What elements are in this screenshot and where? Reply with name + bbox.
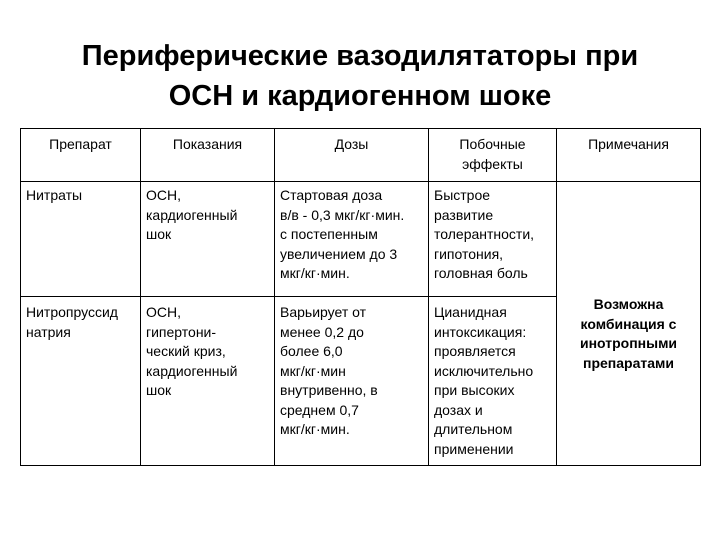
header-side-effects: Побочные эффекты [429, 129, 557, 182]
cell-indications: ОСН, кардиогенный шок [141, 182, 275, 297]
title-line-1: Периферические вазодилятаторы при [81, 40, 639, 72]
header-drug: Препарат [21, 129, 141, 182]
cell-side-effects: Цианидная интоксикация: проявляется исключительно при высоких дозах и длительном применении [429, 297, 557, 466]
cell-indications: ОСН, гипертони- ческий криз, кардиогенный шок [141, 297, 275, 466]
header-notes: Примечания [557, 129, 701, 182]
cell-side-effects: Быстрое развитие толерантности, гипотония, головная боль [429, 182, 557, 297]
slide-title [30, 36, 690, 116]
cell-doses: Варьирует от менее 0,2 до более 6,0 мкг/кг·мин внутривенно, в среднем 0,7 мкг/кг·мин. [275, 297, 429, 466]
title-line-2: ОСН и кардиогенном шоке [168, 80, 552, 112]
cell-doses: Стартовая доза в/в - 0,3 мкг/кг·мин. с постепенным увеличением до 3 мкг/кг·мин. [275, 182, 429, 297]
table-row [21, 182, 701, 297]
cell-drug: Нитропруссид натрия [21, 297, 141, 466]
header-indications: Показания [141, 129, 275, 182]
cell-drug: Нитраты [21, 182, 141, 297]
table-header-row [21, 129, 701, 182]
drugs-table [20, 128, 701, 466]
cell-note: Возможна комбинация с инотропными препаратами [557, 182, 701, 466]
header-doses: Дозы [275, 129, 429, 182]
